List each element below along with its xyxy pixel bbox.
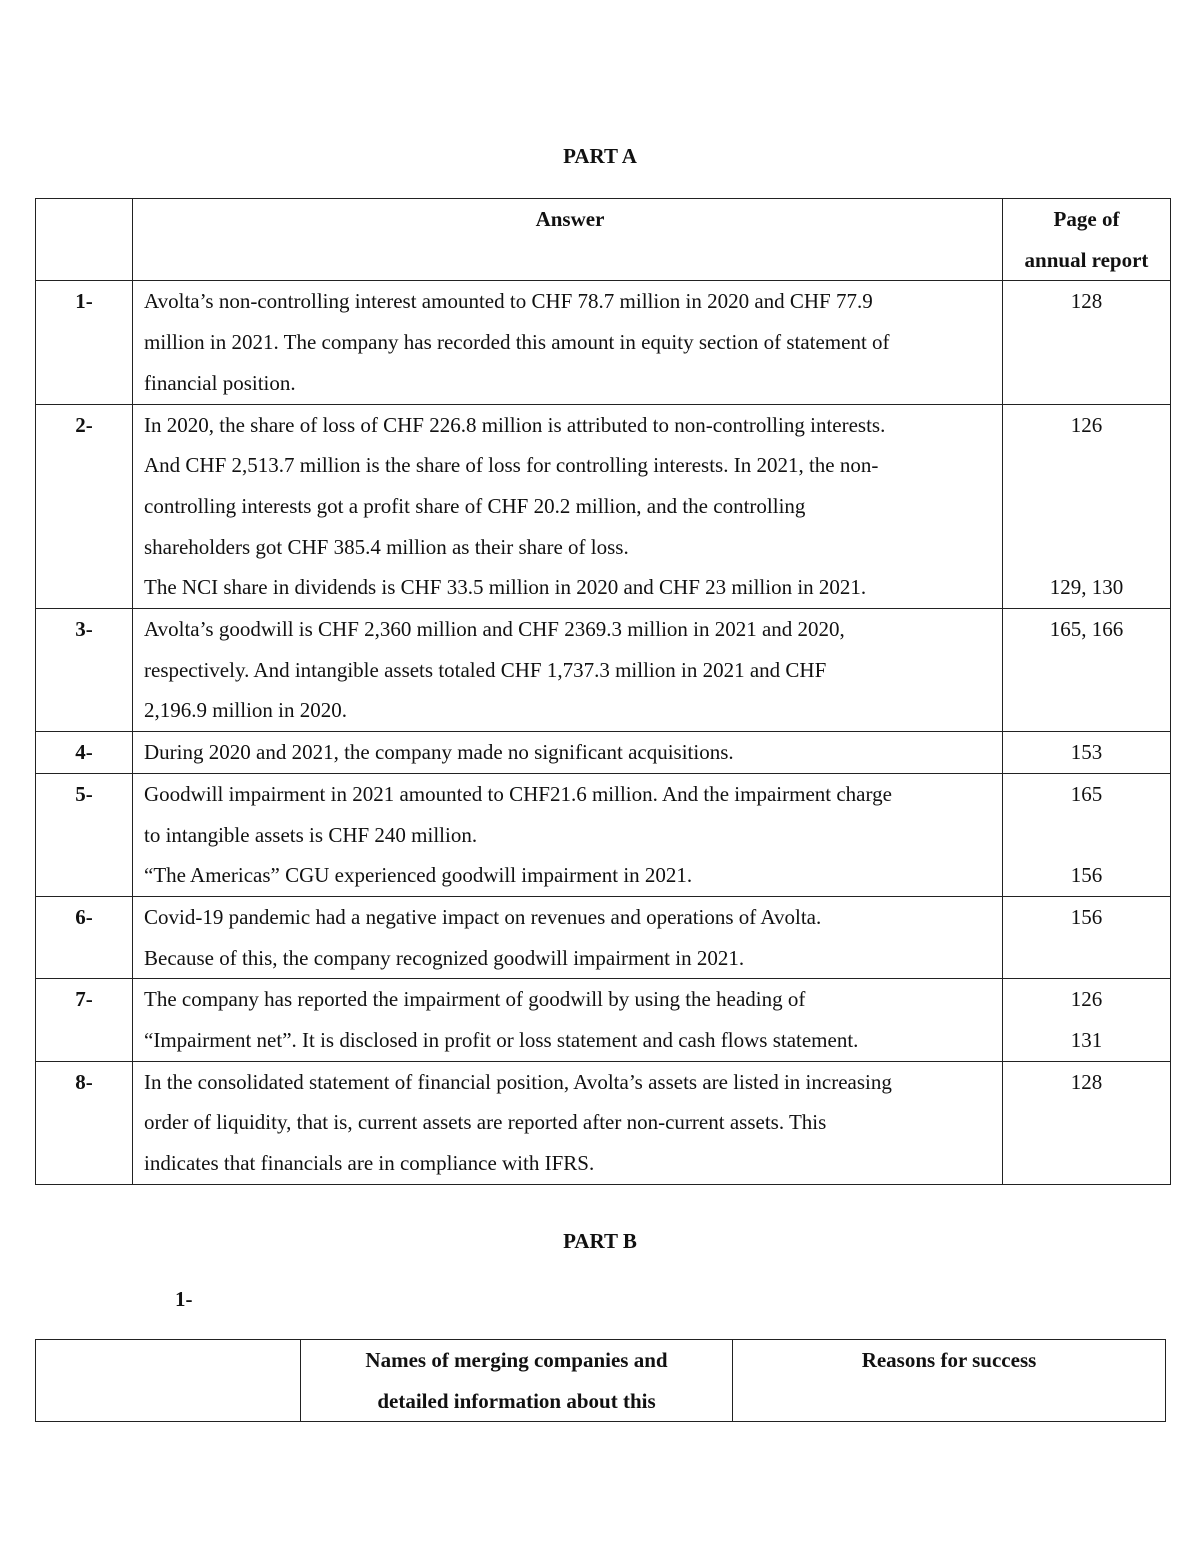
- page-reference: 128: [1070, 1069, 1103, 1094]
- answer-line: to intangible assets is CHF 240 million.: [144, 822, 478, 847]
- answer-line: Avolta’s non-controlling interest amounted to CHF 78.7 million in 2020 and CHF 77.9: [144, 289, 873, 314]
- row-page: [1003, 281, 1171, 404]
- page-reference: 153: [1070, 740, 1103, 765]
- part-b-table: [35, 1339, 1166, 1422]
- row-answer: [133, 281, 1003, 404]
- part-b-header-reasons: Reasons for success: [733, 1340, 1166, 1422]
- part-b-header-row: [36, 1340, 1166, 1422]
- row-page: [1003, 732, 1171, 774]
- page-reference: [1003, 938, 1170, 979]
- header-page-line: Page of: [1053, 207, 1120, 231]
- row-number: 1-: [36, 281, 133, 404]
- answer-line: And CHF 2,513.7 million is the share of loss for controlling interests. In 2021, the non-: [144, 453, 879, 478]
- row-answer: [133, 773, 1003, 896]
- answer-row: [36, 1061, 1171, 1184]
- header-answer: Answer: [133, 199, 1003, 281]
- part-a-table: [35, 198, 1171, 1185]
- page-reference: 126: [1070, 987, 1103, 1012]
- page-reference: [1003, 650, 1170, 691]
- answer-line: controlling interests got a profit share of CHF 20.2 million, and the controlling: [144, 493, 806, 518]
- part-a-title: PART A: [563, 144, 637, 168]
- row-answer: [133, 609, 1003, 732]
- row-page: [1003, 979, 1171, 1061]
- answer-row: [36, 404, 1171, 609]
- answer-line: indicates that financials are in compliance with IFRS.: [144, 1151, 595, 1176]
- header-number: [36, 199, 133, 281]
- row-number: 6-: [36, 896, 133, 978]
- page-reference: [1003, 690, 1170, 731]
- page-reference: 156: [1070, 904, 1103, 929]
- part-b-header-companies: [301, 1340, 733, 1422]
- row-number: 5-: [36, 773, 133, 896]
- answer-row: [36, 896, 1171, 978]
- row-page: [1003, 1061, 1171, 1184]
- part-b-header-line: Names of merging companies and: [365, 1348, 668, 1372]
- part-b-item-number: 1-: [175, 1287, 193, 1311]
- answer-line: During 2020 and 2021, the company made no significant acquisitions.: [144, 740, 734, 765]
- page-reference: 165, 166: [1049, 617, 1124, 642]
- answer-row: [36, 773, 1171, 896]
- row-page: [1003, 896, 1171, 978]
- page-reference: [1003, 322, 1170, 363]
- page-reference: [1003, 486, 1170, 527]
- row-number: 8-: [36, 1061, 133, 1184]
- page-reference: [1003, 445, 1170, 486]
- page-reference: 156: [1070, 863, 1103, 888]
- answer-line: Because of this, the company recognized goodwill impairment in 2021.: [144, 945, 745, 970]
- row-answer: [133, 896, 1003, 978]
- part-a-body: [36, 281, 1171, 1184]
- answer-line: million in 2021. The company has recorded this amount in equity section of statement of: [144, 330, 890, 355]
- row-answer: [133, 404, 1003, 609]
- header-page: [1003, 199, 1171, 281]
- answer-line: “Impairment net”. It is disclosed in profit or loss statement and cash flows statement.: [144, 1028, 859, 1053]
- row-number: 4-: [36, 732, 133, 774]
- part-b-header-line: detailed information about this: [377, 1388, 656, 1413]
- row-page: [1003, 773, 1171, 896]
- row-number: 3-: [36, 609, 133, 732]
- answer-line: The company has reported the impairment of goodwill by using the heading of: [144, 987, 806, 1012]
- row-number: 7-: [36, 979, 133, 1061]
- page-reference: 129, 130: [1049, 575, 1124, 600]
- answer-line: Avolta’s goodwill is CHF 2,360 million and CHF 2369.3 million in 2021 and 2020,: [144, 617, 845, 642]
- answer-line: In 2020, the share of loss of CHF 226.8 million is attributed to non-controlling interests.: [144, 412, 886, 437]
- answer-line: shareholders got CHF 385.4 million as their share of loss.: [144, 534, 629, 559]
- part-a-header-row: [36, 199, 1171, 281]
- page-reference: 131: [1070, 1028, 1103, 1053]
- page-reference: [1003, 815, 1170, 856]
- row-number: 2-: [36, 404, 133, 609]
- row-answer: [133, 1061, 1003, 1184]
- page-reference: [1003, 1102, 1170, 1143]
- answer-line: The NCI share in dividends is CHF 33.5 million in 2020 and CHF 23 million in 2021.: [144, 575, 867, 600]
- answer-line: 2,196.9 million in 2020.: [144, 698, 348, 723]
- row-page: [1003, 609, 1171, 732]
- row-page: [1003, 404, 1171, 609]
- page-reference: [1003, 363, 1170, 404]
- answer-line: order of liquidity, that is, current assets are reported after non-current assets. This: [144, 1110, 827, 1135]
- answer-line: respectively. And intangible assets totaled CHF 1,737.3 million in 2021 and CHF: [144, 657, 827, 682]
- answer-row: [36, 281, 1171, 404]
- row-answer: [133, 979, 1003, 1061]
- page-reference: [1003, 1143, 1170, 1184]
- page-reference: 126: [1070, 412, 1103, 437]
- answer-line: Covid-19 pandemic had a negative impact on revenues and operations of Avolta.: [144, 904, 822, 929]
- answer-line: “The Americas” CGU experienced goodwill impairment in 2021.: [144, 863, 693, 888]
- answer-line: financial position.: [144, 370, 296, 395]
- page-reference: 128: [1070, 289, 1103, 314]
- part-b-header-blank: [36, 1340, 301, 1422]
- header-page-line: annual report: [1024, 247, 1149, 272]
- answer-row: [36, 979, 1171, 1061]
- page-reference: 165: [1070, 781, 1103, 806]
- answer-row: [36, 609, 1171, 732]
- row-answer: [133, 732, 1003, 774]
- part-b-title: PART B: [563, 1229, 637, 1253]
- answer-line: Goodwill impairment in 2021 amounted to CHF21.6 million. And the impairment charge: [144, 781, 892, 806]
- answer-row: [36, 732, 1171, 774]
- answer-line: In the consolidated statement of financial position, Avolta’s assets are listed in increasing: [144, 1069, 892, 1094]
- page-reference: [1003, 527, 1170, 568]
